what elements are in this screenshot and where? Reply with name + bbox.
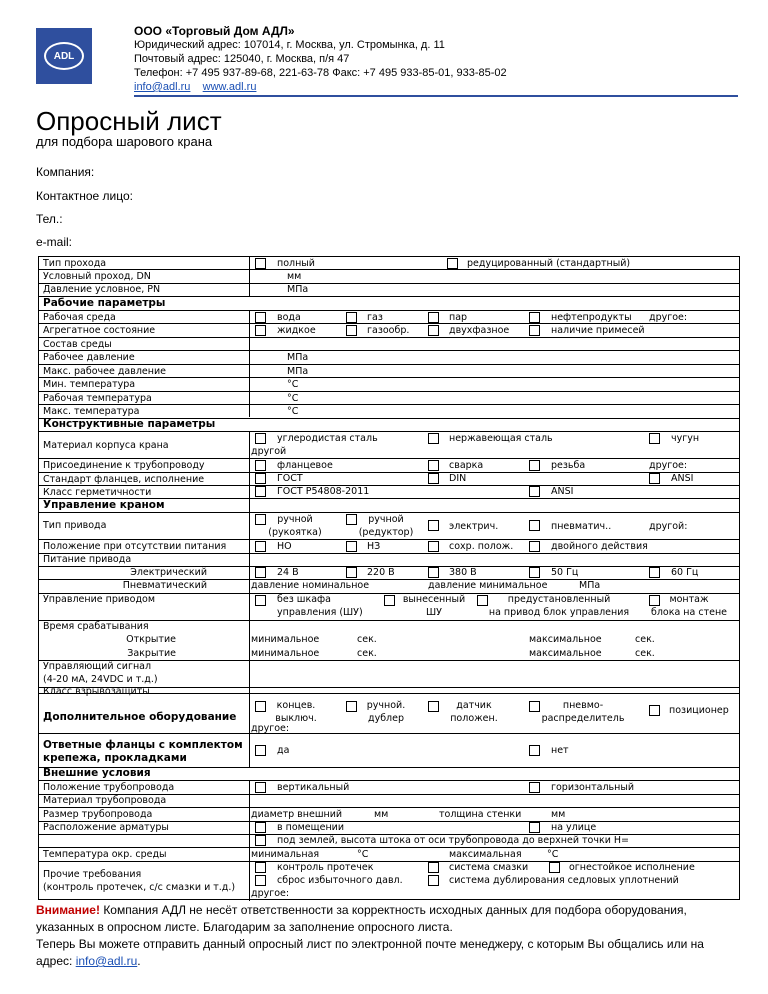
- form-text: °С: [547, 849, 559, 860]
- form-text: максимальное: [529, 634, 602, 645]
- form-text: давление минимальное: [428, 580, 548, 591]
- form-text: Мин. температура: [43, 379, 136, 390]
- form-text: ручной: [277, 514, 313, 525]
- form-text: Тип привода: [43, 520, 107, 531]
- form-text: Рабочие параметры: [43, 297, 166, 309]
- form-text: Условный проход, DN: [43, 271, 151, 282]
- form-text: ANSI: [551, 486, 574, 497]
- form-text: Ответные фланцы с комплектом: [43, 739, 243, 751]
- page-title: Опросный лист: [36, 106, 222, 136]
- company-logo: ADL: [36, 28, 92, 84]
- form-text: ручной.: [366, 700, 406, 711]
- checkbox[interactable]: [346, 514, 357, 525]
- form-text: Давление условное, PN: [43, 284, 161, 295]
- checkbox[interactable]: [529, 312, 540, 323]
- checkbox[interactable]: [529, 822, 540, 833]
- checkbox[interactable]: [255, 567, 266, 578]
- checkbox[interactable]: [255, 875, 266, 886]
- legal-address: Юридический адрес: 107014, г. Москва, ул. Стромынка, д. 11: [134, 39, 445, 51]
- form-text: мм: [551, 809, 566, 820]
- form-text: Макс. рабочее давление: [43, 366, 166, 377]
- site-link[interactable]: www.adl.ru: [202, 81, 257, 93]
- form-text: ШУ: [426, 607, 442, 618]
- table-line: [39, 780, 739, 781]
- table-line: [39, 310, 739, 311]
- table-line: [249, 257, 250, 296]
- form-text: без шкафа: [277, 594, 331, 605]
- form-text: толщина стенки: [439, 809, 522, 820]
- form-text: сек.: [635, 648, 655, 659]
- form-text: Расположение арматуры: [43, 822, 169, 833]
- table-line: [39, 485, 739, 486]
- form-text: Материал трубопровода: [43, 795, 167, 806]
- warning-label: Внимание!: [36, 903, 100, 917]
- form-text: МПа: [579, 580, 601, 591]
- checkbox[interactable]: [529, 567, 540, 578]
- form-text: вертикальный: [277, 782, 350, 793]
- checkbox[interactable]: [346, 312, 357, 323]
- form-text: ГОСТ Р54808-2011: [277, 486, 370, 497]
- checkbox[interactable]: [255, 433, 266, 444]
- form-text: Класс взрывозащиты: [43, 686, 150, 697]
- form-text: минимальное: [251, 648, 320, 659]
- checkbox[interactable]: [346, 325, 357, 336]
- form-text: нет: [551, 745, 569, 756]
- checkbox[interactable]: [447, 258, 458, 269]
- questionnaire-form: [38, 256, 740, 900]
- form-text: сек.: [357, 634, 377, 645]
- form-text: другое:: [251, 888, 290, 899]
- form-text: на улице: [551, 822, 597, 833]
- form-text: система смазки: [449, 862, 529, 873]
- checkbox[interactable]: [428, 701, 439, 712]
- table-line: [39, 269, 739, 270]
- checkbox[interactable]: [428, 541, 439, 552]
- form-text: другое:: [649, 312, 688, 323]
- form-text: Положение при отсутствии питания: [43, 541, 227, 552]
- table-line: [249, 431, 250, 767]
- form-text: 220 В: [367, 567, 395, 578]
- form-text: концев.: [276, 700, 316, 711]
- form-text: под землей, высота штока от оси трубопровода до верхней точки H=: [277, 835, 630, 846]
- checkbox[interactable]: [649, 567, 660, 578]
- form-text: DIN: [449, 473, 467, 484]
- form-text: 380 В: [449, 567, 477, 578]
- checkbox[interactable]: [255, 473, 266, 484]
- field-company[interactable]: Компания:: [36, 165, 95, 179]
- form-text: другое:: [251, 723, 290, 734]
- field-email[interactable]: e-mail:: [36, 235, 73, 249]
- form-text: Агрегатное состояние: [43, 325, 156, 336]
- checkbox[interactable]: [255, 822, 266, 833]
- checkbox[interactable]: [428, 862, 439, 873]
- form-text: нефтепродукты: [551, 312, 632, 323]
- form-text: ANSI: [671, 473, 694, 484]
- phones: Телефон: +7 495 937-89-68, 221-63-78 Факс: +7 495 933-85-01, 933-85-02: [134, 67, 507, 79]
- checkbox[interactable]: [255, 701, 266, 712]
- disclaimer-text: Компания АДЛ не несёт ответственности за корректность исходных данных для подбора оборудования, указанных в опросном листе. Благодарим за заполнение опросного листа.: [36, 903, 687, 934]
- table-line: [39, 512, 739, 513]
- form-text: °С: [287, 393, 299, 404]
- checkbox[interactable]: [529, 460, 540, 471]
- checkbox[interactable]: [384, 595, 395, 606]
- checkbox[interactable]: [649, 705, 660, 716]
- form-text: блока на стене: [650, 607, 728, 618]
- form-text: диаметр внешний: [251, 809, 343, 820]
- postal-address: Почтовый адрес: 125040, г. Москва, п/я 47: [134, 53, 350, 65]
- form-text: максимальная: [449, 849, 522, 860]
- checkbox[interactable]: [529, 782, 540, 793]
- form-text: пневматич..: [551, 521, 612, 532]
- checkbox[interactable]: [428, 325, 439, 336]
- form-text: Макс. температура: [43, 406, 140, 417]
- form-text: контроль протечек: [277, 862, 374, 873]
- checkbox[interactable]: [529, 745, 540, 756]
- form-text: распределитель: [541, 713, 625, 724]
- form-text: сварка: [449, 460, 484, 471]
- form-text: другое:: [649, 460, 688, 471]
- checkbox[interactable]: [346, 567, 357, 578]
- form-text: сброс избыточного давл.: [277, 875, 403, 886]
- field-contact[interactable]: Контактное лицо:: [36, 189, 133, 203]
- checkbox[interactable]: [255, 541, 266, 552]
- form-text: фланцевое: [277, 460, 333, 471]
- form-text: датчик: [456, 700, 492, 711]
- form-text: другой: [251, 446, 287, 457]
- form-text: °С: [287, 406, 299, 417]
- form-text: пневмо-: [562, 700, 604, 711]
- checkbox[interactable]: [549, 862, 560, 873]
- send-instructions: Теперь Вы можете отправить данный опросный лист по электронной почте менеджеру, с которым Вы общались или на адрес:: [36, 937, 704, 968]
- table-line: [39, 733, 739, 734]
- form-text: Тип прохода: [43, 258, 107, 269]
- checkbox[interactable]: [255, 514, 266, 525]
- checkbox[interactable]: [255, 312, 266, 323]
- form-text: Закрытие: [127, 648, 176, 659]
- form-text: нержавеющая сталь: [449, 433, 553, 444]
- form-text: Состав среды: [43, 339, 112, 350]
- form-text: на привод блок управления: [488, 607, 630, 618]
- checkbox[interactable]: [649, 473, 660, 484]
- form-text: газообр.: [367, 325, 410, 336]
- form-text: (редуктор): [358, 527, 414, 538]
- table-line: [249, 310, 250, 417]
- form-text: сохр. полож.: [449, 541, 514, 552]
- form-text: максимальное: [529, 648, 602, 659]
- form-text: (4-20 мА, 24VDC и т.д.): [43, 674, 158, 685]
- form-text: позиционер: [669, 705, 729, 716]
- table-line: [39, 539, 739, 540]
- form-text: °С: [287, 379, 299, 390]
- header-divider: [134, 95, 738, 97]
- form-text: Управляющий сигнал: [43, 661, 152, 672]
- form-text: сек.: [357, 648, 377, 659]
- form-text: газ: [367, 312, 383, 323]
- checkbox[interactable]: [346, 541, 357, 552]
- checkbox[interactable]: [255, 325, 266, 336]
- email-link[interactable]: info@adl.ru: [134, 81, 191, 93]
- table-line: [39, 847, 739, 848]
- form-text: (контроль протечек, с/с смазки и т.д.): [43, 882, 236, 893]
- form-text: система дублирования седловых уплотнений: [449, 875, 679, 886]
- checkbox[interactable]: [649, 433, 660, 444]
- checkbox[interactable]: [255, 745, 266, 756]
- form-text: пар: [449, 312, 468, 323]
- form-text: двойного действия: [551, 541, 648, 552]
- form-text: наличие примесей: [551, 325, 645, 336]
- form-text: резьба: [551, 460, 586, 471]
- checkbox[interactable]: [255, 595, 266, 606]
- checkbox[interactable]: [428, 312, 439, 323]
- form-text: Управление приводом: [43, 594, 155, 605]
- form-text: редуцированный (стандартный): [467, 258, 631, 269]
- form-text: Пневматический: [122, 580, 207, 591]
- form-text: Температура окр. среды: [43, 849, 167, 860]
- form-text: дублер: [368, 713, 404, 724]
- checkbox[interactable]: [428, 875, 439, 886]
- footer-note: Внимание! Компания АДЛ не несёт ответственности за корректность исходных данных для подбора оборудования, указанных в опросном листе. Благодарим за заполнение опросного листа. Теперь Вы можете отправить данный опросный лист по электронной почте менеджеру, с которым Вы общались или на адрес: info@adl.ru.: [36, 903, 704, 968]
- table-line: [39, 431, 739, 432]
- checkbox[interactable]: [428, 460, 439, 471]
- form-text: предустановленный: [507, 594, 611, 605]
- form-text: вода: [277, 312, 301, 323]
- form-text: давление номинальное: [251, 580, 370, 591]
- form-text: Класс герметичности: [43, 487, 152, 498]
- form-text: Материал корпуса крана: [43, 440, 169, 451]
- form-text: сек.: [635, 634, 655, 645]
- form-text: крепежа, прокладками: [43, 752, 187, 764]
- form-text: Прочие требования: [43, 869, 142, 880]
- checkbox[interactable]: [255, 460, 266, 471]
- form-text: 24 В: [277, 567, 299, 578]
- form-text: мм: [374, 809, 389, 820]
- form-text: 60 Гц: [671, 567, 699, 578]
- form-text: Присоединение к трубопроводу: [43, 460, 205, 471]
- page-subtitle: для подбора шарового крана: [36, 134, 213, 149]
- checkbox[interactable]: [529, 541, 540, 552]
- form-text: МПа: [287, 284, 309, 295]
- form-text: ручной: [368, 514, 404, 525]
- form-text: МПа: [287, 352, 309, 363]
- form-text: Конструктивные параметры: [43, 418, 216, 430]
- checkbox[interactable]: [255, 258, 266, 269]
- form-text: другой:: [649, 521, 688, 532]
- form-text: вынесенный: [402, 594, 466, 605]
- form-text: электрич.: [449, 521, 499, 532]
- form-text: минимальная: [251, 849, 320, 860]
- form-text: огнестойкое исполнение: [569, 862, 695, 873]
- form-text: двухфазное: [449, 325, 510, 336]
- checkbox[interactable]: [255, 835, 266, 846]
- table-line: [39, 404, 739, 405]
- form-text: Внешние условия: [43, 767, 151, 779]
- form-text: положен.: [450, 713, 498, 724]
- table-line: [39, 807, 739, 808]
- checkbox[interactable]: [428, 473, 439, 484]
- form-text: ГОСТ: [277, 473, 303, 484]
- form-text: Время срабатывания: [43, 621, 149, 632]
- checkbox[interactable]: [529, 520, 540, 531]
- table-line: [39, 391, 739, 392]
- checkbox[interactable]: [529, 325, 540, 336]
- form-text: 50 Гц: [551, 567, 579, 578]
- table-line: [39, 323, 739, 324]
- checkbox[interactable]: [255, 782, 266, 793]
- form-text: жидкое: [277, 325, 316, 336]
- form-text: минимальное: [251, 634, 320, 645]
- form-text: мм: [287, 271, 302, 282]
- form-text: Рабочая среда: [43, 312, 116, 323]
- form-text: в помещении: [277, 822, 345, 833]
- checkbox[interactable]: [255, 486, 266, 497]
- form-text: управления (ШУ): [277, 607, 363, 618]
- form-text: Электрический: [130, 567, 207, 578]
- checkbox[interactable]: [428, 433, 439, 444]
- checkbox[interactable]: [428, 567, 439, 578]
- form-text: Управление краном: [43, 499, 165, 511]
- table-line: [39, 377, 739, 378]
- form-text: горизонтальный: [551, 782, 634, 793]
- form-text: Рабочее давление: [43, 352, 135, 363]
- form-text: Рабочая температура: [43, 393, 152, 404]
- checkbox[interactable]: [428, 520, 439, 531]
- form-text: Стандарт фланцев, исполнение: [43, 474, 205, 485]
- table-line: [39, 472, 739, 473]
- form-text: полный: [277, 258, 315, 269]
- company-info: [134, 24, 507, 94]
- table-line: [39, 458, 739, 459]
- checkbox[interactable]: [255, 862, 266, 873]
- form-text: (рукоятка): [268, 527, 322, 538]
- form-text: МПа: [287, 366, 309, 377]
- form-text: НЗ: [367, 541, 381, 552]
- form-text: чугун: [671, 433, 700, 444]
- field-phone[interactable]: Тел.:: [36, 212, 63, 226]
- table-line: [39, 364, 739, 365]
- table-line: [39, 553, 739, 554]
- company-name: ООО «Торговый Дом АДЛ»: [134, 24, 295, 38]
- form-text: Открытие: [126, 634, 176, 645]
- form-text: выключ.: [275, 713, 317, 724]
- form-text: НО: [277, 541, 292, 552]
- form-text: Питание привода: [43, 554, 132, 565]
- footer-email-link[interactable]: info@adl.ru: [75, 954, 138, 968]
- form-text: °С: [357, 849, 369, 860]
- form-text: монтаж: [669, 594, 709, 605]
- checkbox[interactable]: [529, 486, 540, 497]
- form-text: да: [277, 745, 290, 756]
- form-text: Дополнительное оборудование: [43, 711, 237, 723]
- form-text: углеродистая сталь: [277, 433, 378, 444]
- form-text: Размер трубопровода: [43, 809, 153, 820]
- checkbox[interactable]: [346, 701, 357, 712]
- table-line: [39, 337, 739, 338]
- form-text: Положение трубопровода: [43, 782, 175, 793]
- table-line: [39, 350, 739, 351]
- table-line: [249, 780, 250, 901]
